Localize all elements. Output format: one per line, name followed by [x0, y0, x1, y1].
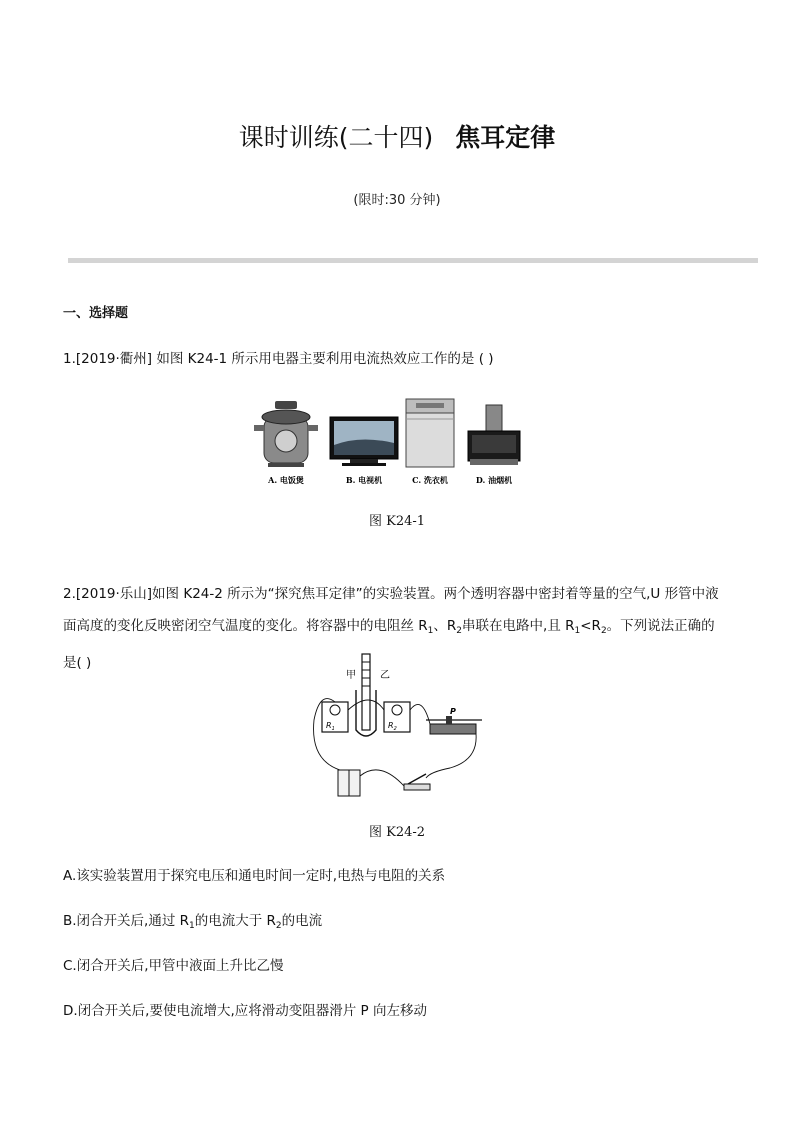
figure-k24-2 — [300, 650, 500, 805]
range-hood-image — [468, 405, 520, 465]
figure-k24-1-caption: 图 K24-1 — [368, 514, 426, 529]
rice-cooker-image — [254, 401, 318, 467]
label-r2: $R_2$ — [388, 721, 397, 732]
title-topic: 焦耳定律 — [455, 123, 556, 152]
label-yi: 乙 — [380, 670, 390, 681]
container-left — [322, 702, 348, 732]
question-2-line-3: 是( ) — [63, 655, 92, 671]
option-c: C.闭合开关后,甲管中液面上升比乙慢 — [63, 958, 284, 974]
figure-k24-2-caption: 图 K24-2 — [368, 825, 426, 840]
label-jia: 甲 — [346, 670, 356, 681]
option-d: D.闭合开关后,要使电流增大,应将滑动变阻器滑片 P 向左移动 — [63, 1003, 427, 1019]
option-a: A.该实验装置用于探究电压和通电时间一定时,电热与电阻的关系 — [63, 868, 446, 884]
figure-k24-1 — [250, 395, 535, 490]
question-2-line-1: 2.[2019·乐山]如图 K24-2 所示为“探究焦耳定律”的实验装置。两个透明容器中密封着等量的空气,U 形管中液 — [63, 586, 719, 602]
question-2-line-2: 面高度的变化反映密闭空气温度的变化。将容器中的电阻丝 $R_1$、$R_2$串联在电路中,且 $R_1<R_2$。下列说法正确的 — [63, 618, 715, 636]
choice-c-label: C. 洗衣机 — [412, 475, 448, 485]
choice-b-label: B. 电视机 — [345, 475, 383, 485]
question-1-text: 1.[2019·衢州] 如图 K24-1 所示用电器主要利用电流热效应工作的是 ( ) — [63, 351, 494, 367]
option-b: B.闭合开关后,通过 $R_1$的电流大于 $R_2$的电流 — [63, 913, 323, 931]
time-limit: (限时:30 分钟) — [353, 193, 441, 208]
choice-a-label: A. 电饭煲 — [268, 475, 304, 485]
divider — [68, 258, 758, 263]
container-right — [384, 702, 410, 732]
tv-image — [330, 417, 398, 466]
u-tube — [356, 654, 376, 736]
title-main: 课时训练(二十四) — [238, 123, 434, 152]
section-title: 一、选择题 — [63, 306, 129, 321]
rheostat — [426, 707, 482, 734]
switch — [404, 774, 430, 790]
washing-machine-image — [406, 399, 454, 467]
page-title — [0, 118, 794, 154]
battery — [338, 770, 360, 796]
label-p: P — [450, 707, 456, 716]
choice-d-label: D. 油烟机 — [475, 475, 513, 485]
label-r1: $R_1$ — [326, 721, 335, 732]
